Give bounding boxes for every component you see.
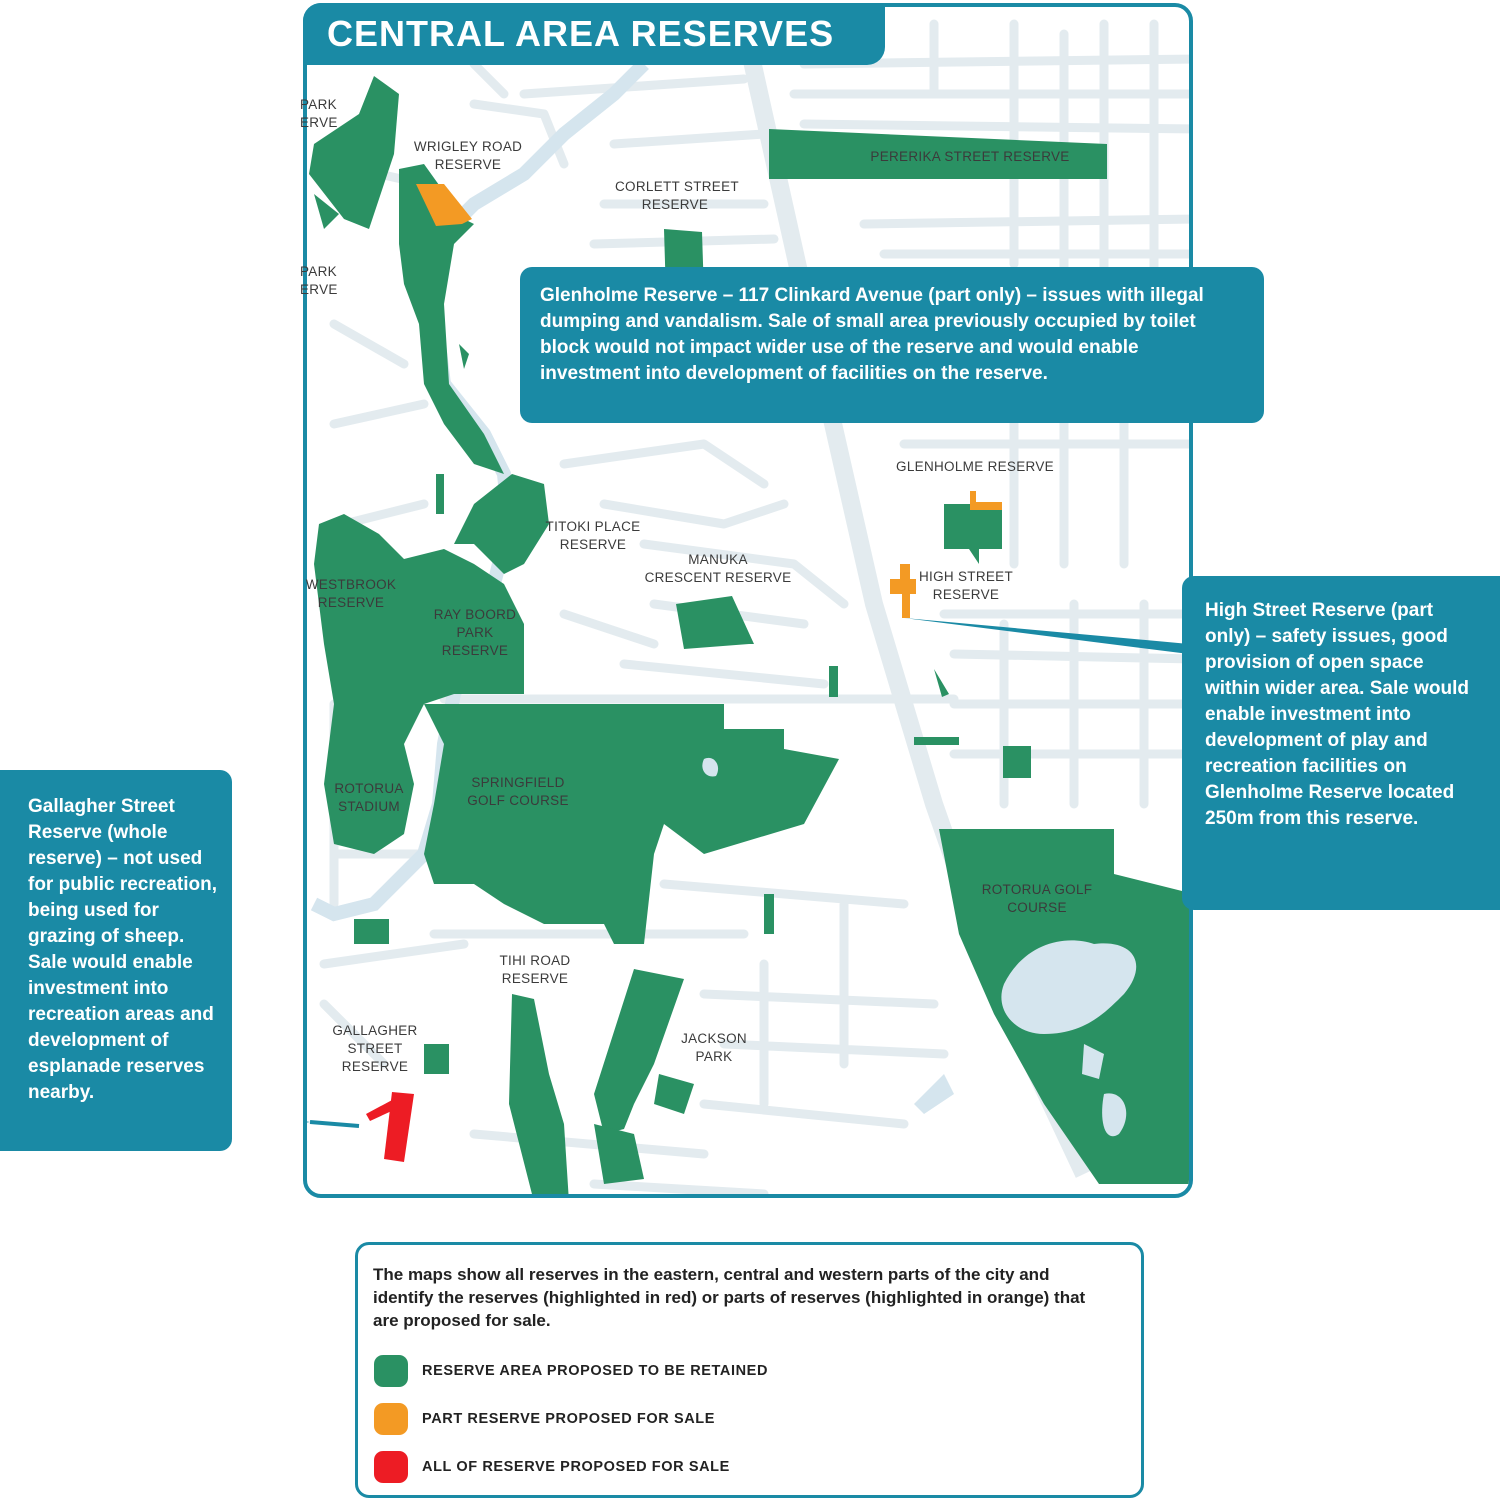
label-park-reserve-2: PARK ERVE — [300, 264, 338, 297]
legend-swatch-red — [374, 1451, 408, 1483]
callout-high-street-reserve — [1182, 576, 1500, 910]
legend-label-part-sale: PART RESERVE PROPOSED FOR SALE — [422, 1411, 716, 1427]
map-legend — [355, 1242, 1144, 1498]
label-titoki-place-reserve: TITOKI PLACE RESERVE — [545, 519, 641, 552]
gallagher-callout-pointer — [307, 1109, 310, 1134]
callout-high-street-text: High Street Reserve (part only) – safety issues, good provision of open space within wider area. Sale would enable investment into development of play and recreation facilities on Glenholme Reserve located 250m from this reserve. — [1205, 600, 1469, 829]
reserves-whole-sale — [366, 1092, 414, 1162]
label-ray-boord-park-reserve: RAY BOORD PARK RESERVE — [433, 607, 517, 658]
label-glenholme-reserve: GLENHOLME RESERVE — [896, 459, 1054, 474]
label-high-street-reserve: HIGH STREET RESERVE — [918, 569, 1014, 602]
map-canvas — [307, 7, 1193, 1198]
label-park-reserve-1: PARK ERVE — [300, 97, 338, 130]
callout-glenholme-text: Glenholme Reserve – 117 Clinkard Avenue (part only) – issues with illegal dumping and vandalism. Sale of small area previously occupied by toilet block would not impact wider use of the reserve and would enable investment into development of facilities on the reserve. — [540, 285, 1204, 384]
page-title: CENTRAL AREA RESERVES — [303, 3, 885, 65]
label-rotorua-stadium: ROTORUA STADIUM — [334, 781, 404, 814]
label-wrigley-road-reserve: WRIGLEY ROAD RESERVE — [413, 139, 523, 172]
callout-gallagher-street-reserve — [0, 770, 232, 1151]
label-corlett-street-reserve: CORLETT STREET RESERVE — [615, 179, 739, 212]
legend-swatch-green — [374, 1355, 408, 1387]
legend-item-retained — [374, 1355, 768, 1387]
map-panel[interactable] — [303, 3, 1193, 1198]
label-jackson-park: JACKSON PARK — [681, 1031, 747, 1064]
label-rotorua-golf-course: ROTORUA GOLF COURSE — [981, 882, 1093, 915]
label-pererika-street-reserve: PERERIKA STREET RESERVE — [870, 149, 1070, 164]
label-springfield-golf-course: SPRINGFIELD GOLF COURSE — [467, 775, 569, 808]
legend-label-whole-sale: ALL OF RESERVE PROPOSED FOR SALE — [422, 1459, 730, 1475]
legend-item-whole-sale — [374, 1451, 730, 1483]
label-gallagher-street-reserve: GALLAGHER STREET RESERVE — [332, 1023, 418, 1074]
label-tihi-road-reserve: TIHI ROAD RESERVE — [499, 953, 571, 986]
callout-gallagher-text: Gallagher Street Reserve (whole reserve) – not used for public recreation, being used for grazing of sheep. Sale would enable investment into recreation areas and development of esplanade reserves nearby. — [28, 796, 217, 1103]
legend-intro-text: The maps show all reserves in the eastern, central and western parts of the city and identify the reserves (highlighted in red) or parts of reserves (highlighted in orange) that are proposed for sale. — [373, 1265, 1086, 1330]
legend-item-part-sale — [374, 1403, 715, 1435]
label-westbrook-reserve: WESTBROOK RESERVE — [305, 577, 397, 610]
callout-glenholme-reserve — [520, 267, 1264, 423]
legend-swatch-orange — [374, 1403, 408, 1435]
legend-label-retained: RESERVE AREA PROPOSED TO BE RETAINED — [422, 1363, 769, 1379]
gallagher-pointer-line — [310, 1122, 359, 1126]
label-manuka-crescent-reserve: MANUKA CRESCENT RESERVE — [644, 552, 792, 585]
